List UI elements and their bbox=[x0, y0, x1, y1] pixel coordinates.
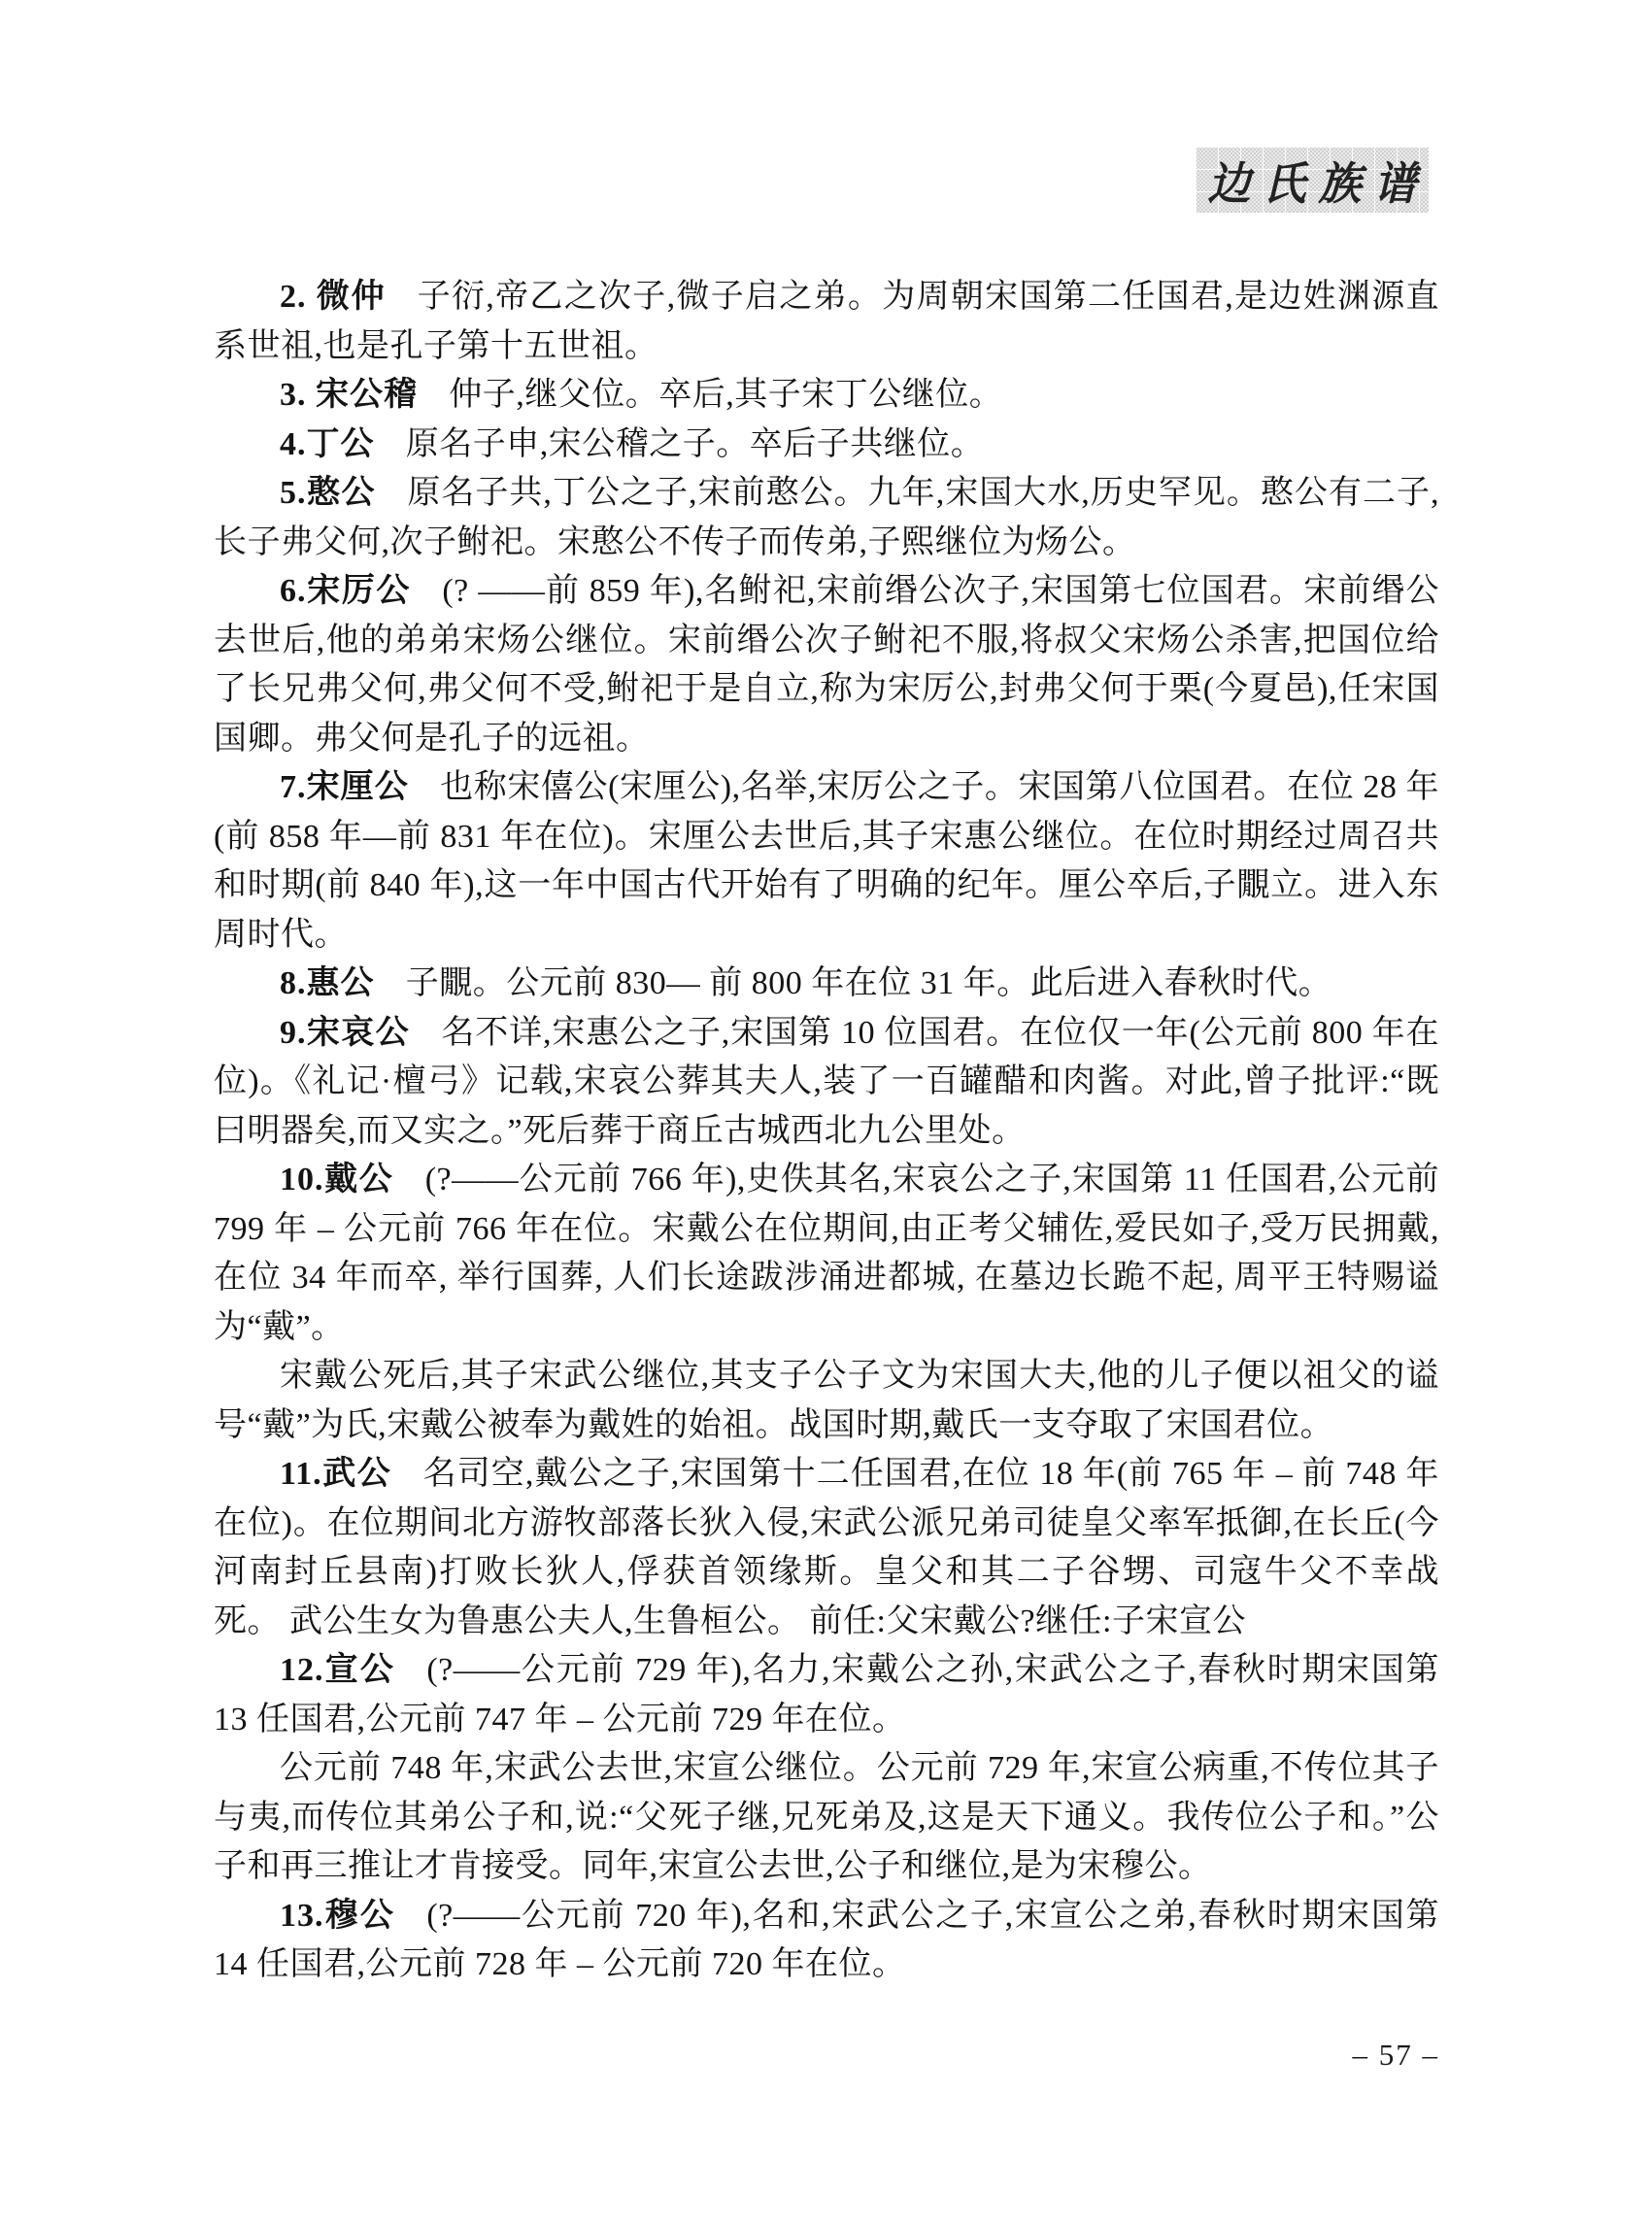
genealogy-entry bbox=[214, 1744, 1439, 1892]
genealogy-entry bbox=[214, 1450, 1439, 1646]
entry-label: 2. 微仲 bbox=[280, 279, 387, 315]
entry-text: 宋戴公死后,其子宋武公继位,其支子公子文为宋国大夫,他的儿子便以祖父的谥号“戴”为氏,宋戴公被奉为戴姓的始祖。战国时期,戴氏一支夺取了宋国君位。 bbox=[214, 1358, 1439, 1443]
entry-text: 也称宋僖公(宋厘公),名举,宋厉公之子。宋国第八位国君。在位 28 年(前 858 年—前 831 年在位)。宋厘公去世后,其子宋惠公继位。在位时期经过周召共和时期(前 840 年),这一年中国古代开始有了明确的纪年。厘公卒后,子覵立。进入东周时代。 bbox=[214, 769, 1439, 953]
entry-label: 8.惠公 bbox=[280, 965, 375, 1001]
entry-text: 原名子申,宋公稽之子。卒后子共继位。 bbox=[405, 425, 985, 462]
entry-text: 名不详,宋惠公之子,宋国第 10 位国君。在位仅一年(公元前 800 年在位)。《礼记·檀弓》记载,宋哀公葬其夫人,装了一百罐醋和肉酱。对此,曾子批评:“既曰明器矣,而又实之。”死后葬于商丘古城西北九公里处。 bbox=[214, 1014, 1439, 1149]
genealogy-entry bbox=[214, 1646, 1439, 1744]
entry-label: 11.武公 bbox=[280, 1456, 392, 1492]
entry-label: 9.宋哀公 bbox=[280, 1014, 411, 1051]
entry-text: 仲子,继父位。卒后,其子宋丁公继位。 bbox=[449, 377, 1003, 413]
entry-text: (? ——前 859 年),名鲋祀,宋前缗公次子,宋国第七位国君。宋前缗公去世后,他的弟弟宋炀公继位。宋前缗公次子鲋祀不服,将叔父宋炀公杀害,把国位给了长兄弗父何,弗父何不受,鲋祀于是自立,称为宋厉公,封弗父何于栗(今夏邑),任宋国国卿。弗父何是孔子的远祖。 bbox=[214, 573, 1440, 757]
page-footer bbox=[214, 2038, 1439, 2073]
entry-label: 6.宋厉公 bbox=[280, 573, 412, 609]
genealogy-entry bbox=[214, 763, 1439, 960]
genealogy-entry bbox=[214, 371, 1439, 421]
entry-text: 名司空,戴公之子,宋国第十二任国君,在位 18 年(前 765 年 – 前 748 年在位)。在位期间北方游牧部落长狄入侵,宋武公派兄弟司徒皇父率军抵御,在长丘(今河南封丘县南)打败长狄人,俘获首领缘斯。皇父和其二子谷甥、司寇牛父不幸战死。 武公生女为鲁惠公夫人,生鲁桓公。 前任:父宋戴公?继任:子宋宣公 bbox=[214, 1456, 1439, 1639]
genealogy-entry bbox=[214, 1009, 1439, 1157]
genealogy-entry bbox=[214, 960, 1439, 1009]
genealogy-entry bbox=[214, 567, 1439, 763]
entry-label: 3. 宋公稽 bbox=[280, 377, 418, 413]
entry-label: 13.穆公 bbox=[280, 1897, 396, 1934]
genealogy-entry bbox=[214, 1892, 1439, 1990]
entry-label: 10.戴公 bbox=[280, 1162, 394, 1197]
entry-text: 子覵。公元前 830–– 前 800 年在位 31 年。此后进入春秋时代。 bbox=[405, 965, 1332, 1001]
genealogy-entry bbox=[214, 421, 1439, 470]
entry-label: 12.宣公 bbox=[280, 1652, 396, 1688]
body-text bbox=[214, 273, 1439, 1990]
entry-label: 5.憨公 bbox=[280, 475, 377, 511]
genealogy-entry bbox=[214, 1352, 1439, 1450]
entry-label: 4.丁公 bbox=[280, 425, 375, 462]
entry-text: 公元前 748 年,宋武公去世,宋宣公继位。公元前 729 年,宋宣公病重,不传位其子与夷,而传位其弟公子和,说:“父死子继,兄死弟及,这是天下通义。我传位公子和。”公子和再三推让才肯接受。同年,宋宣公去世,公子和继位,是为宋穆公。 bbox=[214, 1750, 1439, 1884]
entry-text: 子衍,帝乙之次子,微子启之弟。为周朝宋国第二任国君,是边姓渊源直系世祖,也是孔子第十五世祖。 bbox=[214, 279, 1440, 364]
entry-label: 7.宋厘公 bbox=[280, 769, 409, 805]
entry-text: (?——公元前 720 年),名和,宋武公之子,宋宣公之弟,春秋时期宋国第 14 任国君,公元前 728 年 – 公元前 720 年在位。 bbox=[214, 1897, 1440, 1982]
entry-text: (?——公元前 729 年),名力,宋戴公之孙,宋武公之子,春秋时期宋国第 13 任国君,公元前 747 年 – 公元前 729 年在位。 bbox=[214, 1652, 1440, 1737]
page-number: – 57 – bbox=[1352, 2038, 1439, 2072]
entry-text: 原名子共,丁公之子,宋前憨公。九年,宋国大水,历史罕见。憨公有二子,长子弗父何,次子鲋祀。宋憨公不传子而传弟,子熙继位为炀公。 bbox=[214, 475, 1440, 560]
running-head-title: 边氏族谱 bbox=[1207, 159, 1430, 210]
entry-text: (?——公元前 766 年),史佚其名,宋哀公之子,宋国第 11 任国君,公元前 799 年 – 公元前 766 年在位。宋戴公在位期间,由正考父辅佐,爱民如子,受万民拥戴,在位 34 年而卒, 举行国葬, 人们长途跋涉涌进都城, 在墓边长跪不起, 周平王特赐谥为“戴”。 bbox=[214, 1162, 1439, 1345]
genealogy-entry bbox=[214, 1156, 1439, 1352]
genealogy-entry bbox=[214, 469, 1439, 567]
running-head-box bbox=[1196, 147, 1429, 213]
genealogy-entry bbox=[214, 273, 1439, 371]
